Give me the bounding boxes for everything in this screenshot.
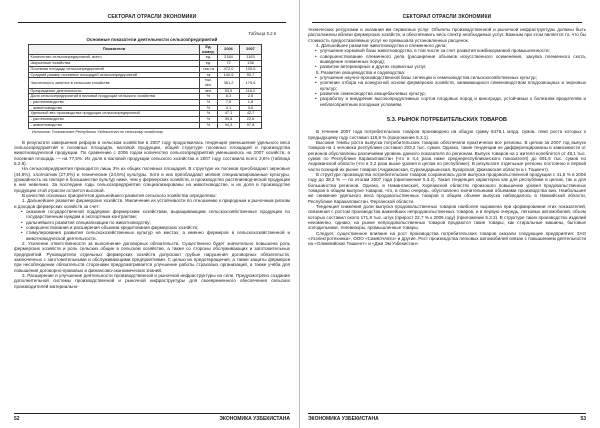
paragraph: Высокие темпы роста выпуска потребительских товаров обеспечили практически все регионы. В целом за 2007 год выпуск товаров на 1 человека республики составил 203,2 тыс. сумов. Однако, такие тенденции не дифференцированы в зависимости от регионов обусловлены различиями уровень данного показателя по регионам. Выпуск товаров на 1 жителя колеблется от 48,1 тыс. сумов по Республике Каракалпакстан (что в 4,4 раза ниже среднереспубликанского показателя) до 691,6 тыс. сумов по Андижанской области (что в 3,2 раза выше уровня в целом по республике). В результате отдельные регионы постоянно в первой части позиций их рынке товаров (Андижанская, Сурхандарьинская, Бухарская, Джизакская области и г. Ташкент).: [308, 139, 586, 172]
cell-indicator: Доля сельхозпредприятий в валовой продукции сельского хозяйства: [29, 94, 200, 100]
cell-unit: %: [200, 94, 218, 100]
cell-unit: %: [200, 117, 218, 123]
running-header: СЕКТОРАЛ ОТРАСЛИ ЭКОНОМИКИ: [312, 14, 582, 23]
cell-unit: ед.: [200, 61, 218, 67]
cell-unit: %: [200, 100, 218, 106]
magazine-title: ЭКОНОМИКА УЗБЕКИСТАНА: [308, 416, 379, 422]
paragraph: В качестве основных приоритетов дальнейшего развития сельского хозяйства определены:: [22, 192, 217, 198]
cell-2006: 53,9: [218, 88, 240, 94]
paragraph: 2. Усиление ответственности за выполнение договорных обязательств. Существенно будет значительно повышена роль фермерских хозяйств и роль сельских общин в сельском хозяйстве, а также со стороны обслуживающих и заготовительных предприятий. Руководители отдельных фермерских хозяйств допускают грубые нарушения договорных обязательств, заключенных с заготовительными и обслуживающими предприятиями. С целью их предотвращения, а также защиты фермеров при несоблюдении обязательств сторонами предусматривается улучшение работы страховых организаций, а также учёба для повышения договорно-правовых и финансово-экономических знаний.: [14, 241, 290, 273]
table-source: Источник: Госкомстат Республики Узбекистан по сельскому хозяйству: [32, 129, 163, 134]
cell-indicator: Средний размер посевных площадей сельхозпредприятий: [29, 72, 200, 78]
cell-2006: 94,3: [218, 122, 240, 128]
header-indicator: Показатели: [29, 45, 200, 55]
page-number: 52: [14, 416, 20, 422]
cell-unit: тыс.га: [200, 66, 218, 72]
cell-indicator: Прекращение деятельности: [29, 88, 200, 94]
table-caption: Таблица 5.2.6: [248, 31, 276, 36]
cell-indicator: - животноводство: [29, 122, 200, 128]
cell-2006: 4,1: [218, 105, 240, 111]
cell-2006: 472,0: [218, 66, 240, 72]
table-row: [29, 122, 262, 128]
cell-unit: чел.: [200, 88, 218, 94]
paragraph: 3. Расширение и улучшение деятельности производственной и рыночной инфраструктуры на селе. Предусмотрено создание дополнительной системы производственной и рыночной инфраструктуры для своевременного обеспечения сельских производителей материально-: [14, 273, 290, 289]
paragraph: Следует, существенное влияние на рост производства потребительских товаров оказали следующие предприятия: ЗАО «Узэлектротехника», ООО «СамКочАвто» и другие. Рост производства легковых автомобилей связан с повышением деятельности на «Олимпийских Ташкент» и «Джи Эм Узбекистан».: [308, 230, 586, 247]
cell-2007: 118,0: [240, 88, 262, 94]
cell-2007: 22,6: [240, 117, 262, 123]
cell-2007: 42,7: [240, 111, 262, 117]
cell-2006: 72: [218, 61, 240, 67]
cell-2006: 39,8: [218, 117, 240, 123]
cell-unit: %: [200, 111, 218, 117]
header-2007: 2007: [240, 45, 262, 55]
cell-2007: 90,7: [240, 72, 262, 78]
header-unit: Ед. измер.: [200, 45, 218, 55]
cell-2007: 3,6: [240, 105, 262, 111]
table-row: [29, 78, 262, 88]
cell-2006: 2184: [218, 55, 240, 61]
cell-unit: ед.: [200, 55, 218, 61]
cell-indicator: Количество сельхозпредприятий, всего: [29, 55, 200, 61]
list-item: • развитие ветеринарных и других сервисных услуг.: [320, 64, 586, 69]
magazine-title: ЭКОНОМИКА УЗБЕКИСТАНА: [219, 416, 290, 422]
cell-indicator: Численность занятых в сельском хозяйстве: [29, 78, 200, 88]
cell-indicator: - растениеводство: [29, 100, 200, 106]
right-page: [300, 0, 600, 428]
cell-indicator: Удельный вес производства продукции сельхозпредприятий: [29, 111, 200, 117]
cell-2006: 361,2: [218, 78, 240, 88]
list-item: • разработку и внедрение высокопродуктивных сортов плодовых пород и винограда, устойчивых к болезням вредителям и неблагоприятным погодным условиям.: [320, 96, 586, 107]
cell-2006: 8,3: [218, 94, 240, 100]
list-item: • стимулирования развития сельскохозяйственных культур на местах, а именно фермеров в сельскохозяйственной и животноводческой деятельности.: [26, 230, 290, 241]
section-title: 5.3. РЫНОК ПОТРЕБИТЕЛЬСКИХ ТОВАРОВ: [387, 117, 507, 124]
list-item: • улучшение научно-производственной базы селекции и семеноводства сельскохозяйственных культур;: [320, 75, 586, 80]
cell-2007: 1,8: [240, 100, 262, 106]
cell-2006: 47,1: [218, 111, 240, 117]
bullet-list: [14, 209, 290, 241]
list-item: • оказания государственной поддержки фермерским хозяйствам, выращивающим сельскохозяйственные продукции по государственным нуждам и экспортным контрактам;: [26, 209, 290, 220]
paragraph: На сельхозпредприятия приходится лишь 3% из общих посевных площадей. В структуре их посевов преобладают зерновые (44,8%), хлопчатник (27,0%) и технические (24,5%) культуры. Хотя в них преобладают мелкие специализированные культуры, урожайность на гектаре в большинстве культур ниже, чем у фермерских хозяйств, и производство растениеводческой продукции в них невелико. За последние годы сельхозпредприятия специализированы на животноводстве, и их доля в производстве продукции этой отрасли остается высокой.: [14, 166, 290, 193]
paragraph: В результате завершения реформ в сельском хозяйстве в 2007 году продолжилась тенденция уменьшения удельного веса сельхозпредприятий в посевных площадях, валовой продукции, общей структуре посевных площадей и производства животноводческой продукции. По сравнению с 2006 годом количество сельхозпредприятий уменьшилось на 2007 хозяйств, а посевная площадь — на 77,5%. Их доля в валовой продукции сельского хозяйства в 2007 году составила всего 2,6% (таблица 5.2.9).: [14, 139, 290, 166]
paragraph: В течение 2007 года потребительских товаров произведено на общую сумму 5478,1 млрд. сумов, темп роста которых к предыдущему году составил 118,8 % (приложение 5.3.1).: [308, 129, 586, 140]
table-title: Основные показатели деятельности сельхозпредприятий: [86, 37, 218, 42]
cell-2007: 97,8: [240, 122, 262, 128]
list-item: • усиление отбора на конкурсной основе фермерских хозяйств, занимающихся семеноводством плодоовощных и зерновых культур;: [320, 80, 586, 91]
cell-2007: 138: [240, 61, 262, 67]
running-header: СЕКТОРАЛ ОТРАСЛИ ЭКОНОМИКИ: [18, 14, 286, 23]
paragraph: В структуре производства потребительских товаров сохранилась доля выпуска продовольственной продукции с 41,5 % в 2006 году до 38,2 % — по итогам 2007 года (приложение 5.3.2). Такая тенденция характерна как для республики в целом, так и для большинства регионов. Однако, в Наманганской, Хорезмской областях произошло повышение уровня продовольственных товаров в общем выпуске товаров, что, в свою очередь, обусловлено значительными объемами производства вин. Наибольшее же снижение удельного веса продовольственных товаров в общем объеме выпуска наблюдалось в Навоийской области, Республике Каракалпакстан, Ферганской области.: [308, 171, 586, 204]
cell-indicator: Посевная площадь сельхозпредприятий: [29, 66, 200, 72]
running-footer: [308, 413, 586, 422]
indicators-table: [28, 44, 262, 129]
list-item: • дальнейшего развития специализации по животноводству;: [26, 220, 290, 225]
running-footer: [14, 413, 290, 422]
paragraph: технических ресурсами и оказания им сервисных услуг. Объекты производственной и рыночной инфраструктуры должны быть расположены вблизи фермерских хозяйств, и обеспечивать весь спектр необходимых услуг. Важным при этом является то, что бы стоимость предоставляемых услуг не превышала установленных расценок.: [308, 27, 586, 43]
cell-2006: 140,5: [218, 72, 240, 78]
cell-2006: 7,5: [218, 100, 240, 106]
cell-2007: 175,6: [240, 78, 262, 88]
header-2006: 2006: [218, 45, 240, 55]
paragraph: 1. Дальнейшее развитие фермерских хозяйств. Увеличение их устойчивости по отношению к природным и рыночным рискам и доходов фермерских хозяйств за счет:: [14, 198, 290, 209]
cell-unit: тыс. чел.: [200, 78, 218, 88]
cell-indicator: - растениеводство: [29, 117, 200, 123]
list-item: • улучшение кормовой базы животноводства, в том числе за счет развития комбикормовой промышленности;: [320, 48, 586, 53]
cell-2007: 1163: [240, 55, 262, 61]
cell-unit: %: [200, 105, 218, 111]
bullet-list: [308, 48, 586, 69]
cell-2007: 105,5: [240, 66, 262, 72]
cell-unit: %: [200, 122, 218, 128]
list-item: • развитие семеноводства овощебахчевых культур;: [320, 91, 586, 96]
table-header-row: [29, 45, 262, 55]
cell-2007: 2,6: [240, 94, 262, 100]
cell-unit: га: [200, 72, 218, 78]
page-number: 53: [580, 416, 586, 422]
paragraph: 5. Развитие овощеводства и садоводства:: [316, 69, 406, 75]
cell-indicator: Ширкатные хозяйства: [29, 61, 200, 67]
paragraph: Тенденция снижения доли выпуска продовольственных товаров наиболее выражена при формировании этих показателей, связанная с ростом производства важнейших непродовольственных товаров, и в первую очередь, легковых автомобилей, объем которых составил около 171,8 тыс. штук (прирост 22,7 % к 2006 году) (приложение 5.3.3). В структуре таких производство изделий неизменно, однако, на рынке непродовольственных товаров продаются такие товары, как стиральные машины, бытовые холодильники, телевизоры, промышленные товары.: [308, 203, 586, 231]
list-item: • совершенствования и расширения объемов кредитования фермерских хозяйств;: [26, 225, 290, 230]
bullet-list: [308, 75, 586, 107]
paragraph: 4. Дальнейшее развитие животноводства и племенного дела:: [316, 43, 447, 49]
cell-indicator: - животноводство: [29, 105, 200, 111]
list-item: • совершенствование племенного дела (расширение объемов искусственного осеменения, закупка племенного скота, выведение племенных пород);: [320, 54, 586, 65]
table-body: [29, 55, 262, 128]
